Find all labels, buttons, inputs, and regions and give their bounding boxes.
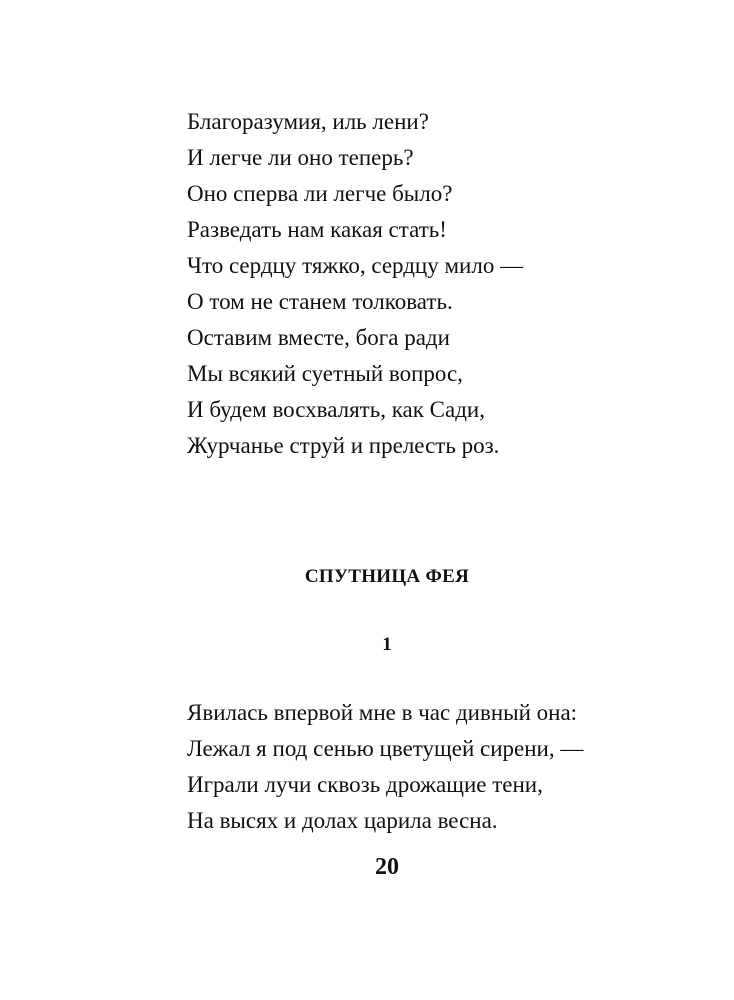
- verse-line: Журчанье струй и прелесть роз.: [187, 433, 500, 458]
- verse-line: И будем восхвалять, как Сади,: [187, 397, 485, 422]
- verse-line: Разведать нам какая стать!: [187, 217, 447, 242]
- verse-line: О том не станем толковать.: [187, 289, 453, 314]
- verse-line: Что сердцу тяжко, сердцу мило —: [187, 253, 524, 278]
- verse-line: На высях и долах царила весна.: [187, 808, 498, 833]
- verse-line: И легче ли оно теперь?: [187, 145, 414, 170]
- stanza-previous-poem: [187, 104, 523, 464]
- verse-line: Оставим вместе, бога ради: [187, 325, 450, 350]
- page-number: 20: [375, 854, 399, 880]
- verse-line: Оно сперва ли легче было?: [187, 181, 453, 206]
- verse-line: Явилась впервой мне в час дивный она:: [187, 700, 578, 725]
- verse-line: Лежал я под сенью цветущей сирени, —: [187, 736, 584, 761]
- verse-line: Благоразумия, иль лени?: [187, 109, 429, 134]
- part-number: 1: [382, 634, 392, 655]
- poem-title: СПУТНИЦА ФЕЯ: [304, 566, 470, 587]
- verse-line: Играли лучи сквозь дрожащие тени,: [187, 772, 543, 797]
- verse-line: Мы всякий суетный вопрос,: [187, 361, 463, 386]
- stanza-first: [187, 695, 583, 839]
